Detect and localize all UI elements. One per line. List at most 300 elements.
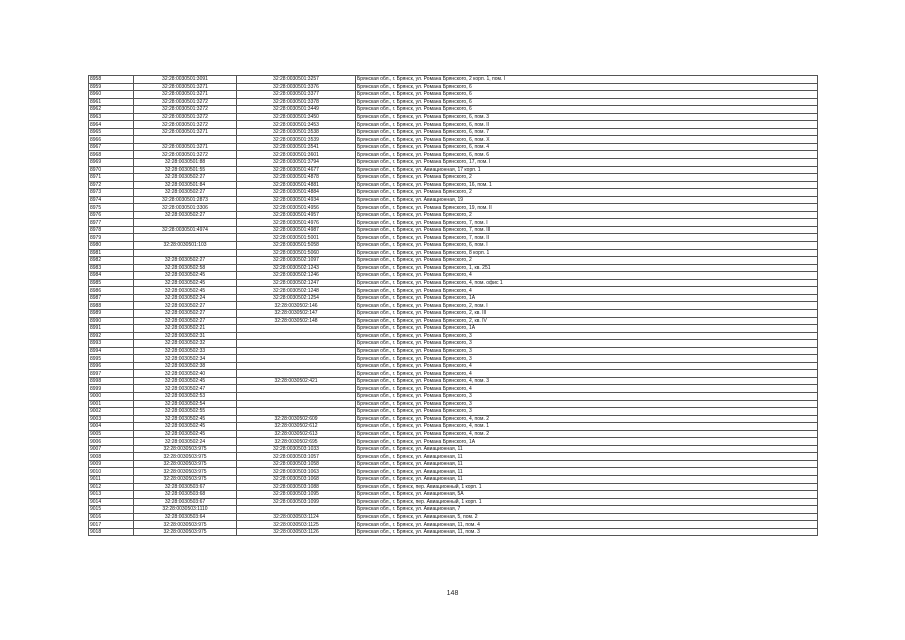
- table-row: [89, 468, 818, 476]
- table-row: [89, 76, 818, 84]
- table-row: [89, 325, 818, 333]
- object-number-cell: 32:28:0030501:4957: [237, 211, 356, 219]
- row-number-cell: 9008: [89, 453, 134, 461]
- object-number-cell: 32:28:0030501:3257: [237, 76, 356, 84]
- object-number-cell: [237, 340, 356, 348]
- address-cell: Брянская обл., г. Брянск, ул. Романа Брянского, 6: [356, 83, 818, 91]
- row-number-cell: 8965: [89, 128, 134, 136]
- object-number-cell: 32:28:0030501:3377: [237, 91, 356, 99]
- object-number-cell: 32:28:0030502:1247: [237, 279, 356, 287]
- table-row: [89, 430, 818, 438]
- object-number-cell: 32:28:0030502:421: [237, 377, 356, 385]
- parcel-number-cell: 32:28:0030502:27: [134, 317, 237, 325]
- parcel-number-cell: 32:28:0030501:3271: [134, 143, 237, 151]
- row-number-cell: 8990: [89, 317, 134, 325]
- row-number-cell: 8958: [89, 76, 134, 84]
- object-number-cell: [237, 332, 356, 340]
- object-number-cell: 32:28:0030502:612: [237, 423, 356, 431]
- address-cell: Брянская обл., г. Брянск, ул. Романа Брянского, 4: [356, 362, 818, 370]
- address-cell: Брянская обл., г. Брянск, ул. Романа Брянского, 1А: [356, 325, 818, 333]
- address-cell: Брянская обл., г. Брянск, ул. Романа Брянского, 3: [356, 392, 818, 400]
- parcel-number-cell: 32:28:0030502:33: [134, 347, 237, 355]
- parcel-number-cell: 32:28:0030501:3271: [134, 83, 237, 91]
- parcel-number-cell: 32:28:0030502:24: [134, 438, 237, 446]
- parcel-number-cell: 32:28:0030501:3271: [134, 91, 237, 99]
- address-cell: Брянская обл., г. Брянск, ул. Романа Брянского, 6: [356, 106, 818, 114]
- address-cell: Брянская обл., г. Брянск, ул. Авиационная, 11, пом. 4: [356, 521, 818, 529]
- address-cell: Брянская обл., г. Брянск, ул. Романа Брянского, 16, пом. 1: [356, 181, 818, 189]
- object-number-cell: 32:28:0030501:4934: [237, 196, 356, 204]
- object-number-cell: 32:28:0030501:3794: [237, 159, 356, 167]
- table-row: [89, 211, 818, 219]
- address-cell: Брянская обл., г. Брянск, ул. Авиационная, 11, пом. 3: [356, 528, 818, 536]
- parcel-number-cell: 32:28:0030501:55: [134, 166, 237, 174]
- table-row: [89, 189, 818, 197]
- parcel-number-cell: 32:28:0030502:54: [134, 400, 237, 408]
- table-row: [89, 415, 818, 423]
- row-number-cell: 9000: [89, 392, 134, 400]
- row-number-cell: 8995: [89, 355, 134, 363]
- object-number-cell: 32:28:0030502:147: [237, 309, 356, 317]
- address-cell: Брянская обл., г. Брянск, ул. Романа Брянского, 1, кв. 251: [356, 264, 818, 272]
- object-number-cell: 32:28:0030503:1033: [237, 445, 356, 453]
- object-number-cell: 32:28:0030501:4878: [237, 174, 356, 182]
- parcel-number-cell: 32:28:0030503:1110: [134, 506, 237, 514]
- table-row: [89, 498, 818, 506]
- address-cell: Брянская обл., г. Брянск, ул. Романа Брянского, 3: [356, 400, 818, 408]
- object-number-cell: 32:28:0030501:4881: [237, 181, 356, 189]
- address-cell: Брянская обл., г. Брянск, ул. Романа Брянского, 2, кв. III: [356, 309, 818, 317]
- address-cell: Брянская обл., г. Брянск, ул. Романа Брянского, 4: [356, 272, 818, 280]
- row-number-cell: 8989: [89, 309, 134, 317]
- table-row: [89, 445, 818, 453]
- object-number-cell: 32:28:0030501:3601: [237, 151, 356, 159]
- row-number-cell: 8992: [89, 332, 134, 340]
- address-cell: Брянская обл., г. Брянск, пер. Авиационный, 1 корп. 1: [356, 498, 818, 506]
- row-number-cell: 8974: [89, 196, 134, 204]
- row-number-cell: 8976: [89, 211, 134, 219]
- object-number-cell: 32:28:0030503:1124: [237, 513, 356, 521]
- table-row: [89, 143, 818, 151]
- object-number-cell: [237, 325, 356, 333]
- object-number-cell: 32:28:0030502:1248: [237, 287, 356, 295]
- parcel-number-cell: 32:28:0030501:3272: [134, 151, 237, 159]
- table-row: [89, 453, 818, 461]
- parcel-number-cell: 32:28:0030502:34: [134, 355, 237, 363]
- table-row: [89, 204, 818, 212]
- row-number-cell: 9016: [89, 513, 134, 521]
- row-number-cell: 8971: [89, 174, 134, 182]
- row-number-cell: 8967: [89, 143, 134, 151]
- table-row: [89, 491, 818, 499]
- row-number-cell: 9004: [89, 423, 134, 431]
- address-cell: Брянская обл., г. Брянск, ул. Авиационная, 5, пом. 2: [356, 513, 818, 521]
- address-cell: Брянская обл., г. Брянск, ул. Романа Брянского, 19, пом. II: [356, 204, 818, 212]
- table-row: [89, 340, 818, 348]
- parcel-number-cell: 32:28:0030503:975: [134, 468, 237, 476]
- object-number-cell: 32:28:0030502:1097: [237, 257, 356, 265]
- address-cell: Брянская обл., г. Брянск, ул. Романа Брянского, 4, пом. 2: [356, 415, 818, 423]
- table-row: [89, 400, 818, 408]
- address-cell: Брянская обл., г. Брянск, ул. Авиационная, 5А: [356, 491, 818, 499]
- row-number-cell: 8961: [89, 98, 134, 106]
- row-number-cell: 8998: [89, 377, 134, 385]
- parcel-number-cell: 32:28:0030503:67: [134, 483, 237, 491]
- object-number-cell: 32:28:0030503:1068: [237, 475, 356, 483]
- object-number-cell: 32:28:0030503:1057: [237, 453, 356, 461]
- row-number-cell: 8960: [89, 91, 134, 99]
- object-number-cell: [237, 347, 356, 355]
- table-row: [89, 181, 818, 189]
- table-row: [89, 506, 818, 514]
- row-number-cell: 8975: [89, 204, 134, 212]
- object-number-cell: 32:28:0030501:3541: [237, 143, 356, 151]
- object-number-cell: 32:28:0030501:4884: [237, 189, 356, 197]
- address-cell: Брянская обл., г. Брянск, ул. Романа Брянского, 6, пом. 4: [356, 143, 818, 151]
- parcel-number-cell: [134, 219, 237, 227]
- row-number-cell: 8986: [89, 287, 134, 295]
- address-cell: Брянская обл., г. Брянск, ул. Романа Брянского, 7, пом. II: [356, 234, 818, 242]
- table-row: [89, 234, 818, 242]
- object-number-cell: [237, 362, 356, 370]
- table-row: [89, 121, 818, 129]
- address-cell: Брянская обл., г. Брянск, ул. Романа Брянского, 2, кв. IV: [356, 317, 818, 325]
- address-cell: Брянская обл., г. Брянск, ул. Романа Брянского, 4, пом. офис 1: [356, 279, 818, 287]
- parcel-number-cell: [134, 234, 237, 242]
- parcel-number-cell: 32:28:0030501:3272: [134, 98, 237, 106]
- object-number-cell: 32:28:0030501:3539: [237, 136, 356, 144]
- parcel-number-cell: 32:28:0030501:3306: [134, 204, 237, 212]
- parcel-number-cell: 32:28:0030503:975: [134, 475, 237, 483]
- object-number-cell: [237, 355, 356, 363]
- row-number-cell: 8966: [89, 136, 134, 144]
- table-row: [89, 392, 818, 400]
- row-number-cell: 8981: [89, 249, 134, 257]
- row-number-cell: 9017: [89, 521, 134, 529]
- address-cell: Брянская обл., г. Брянск, ул. Авиационная, 11: [356, 453, 818, 461]
- table-row: [89, 347, 818, 355]
- address-cell: Брянская обл., г. Брянск, ул. Авиационная, 11: [356, 445, 818, 453]
- row-number-cell: 8982: [89, 257, 134, 265]
- table-row: [89, 91, 818, 99]
- address-cell: Брянская обл., г. Брянск, ул. Романа Брянского, 6, пом. 6: [356, 151, 818, 159]
- row-number-cell: 8984: [89, 272, 134, 280]
- table-row: [89, 423, 818, 431]
- row-number-cell: 9003: [89, 415, 134, 423]
- row-number-cell: 8978: [89, 226, 134, 234]
- address-cell: Брянская обл., г. Брянск, ул. Романа Брянского, 3: [356, 332, 818, 340]
- parcel-number-cell: 32:28:0030502:45: [134, 423, 237, 431]
- address-cell: Брянская обл., г. Брянск, ул. Романа Брянского, 8 корп. 1: [356, 249, 818, 257]
- address-cell: Брянская обл., г. Брянск, ул. Романа Брянского, 6, пом. 7: [356, 128, 818, 136]
- table-row: [89, 438, 818, 446]
- table-row: [89, 264, 818, 272]
- object-number-cell: 32:28:0030503:1125: [237, 521, 356, 529]
- table-row: [89, 309, 818, 317]
- parcel-number-cell: 32:28:0030502:31: [134, 332, 237, 340]
- address-cell: Брянская обл., г. Брянск, ул. Романа Брянского, 6: [356, 98, 818, 106]
- parcel-number-cell: 32:28:0030502:27: [134, 174, 237, 182]
- table-row: [89, 83, 818, 91]
- parcel-number-cell: 32:28:0030503:975: [134, 521, 237, 529]
- row-number-cell: 8996: [89, 362, 134, 370]
- address-cell: Брянская обл., г. Брянск, ул. Романа Брянского, 4, пом. 1: [356, 423, 818, 431]
- parcel-number-cell: 32:28:0030502:27: [134, 211, 237, 219]
- parcel-number-cell: 32:28:0030502:40: [134, 370, 237, 378]
- table-row: [89, 302, 818, 310]
- object-number-cell: 32:28:0030503:1063: [237, 468, 356, 476]
- row-number-cell: 9007: [89, 445, 134, 453]
- address-cell: Брянская обл., г. Брянск, ул. Романа Брянского, 4: [356, 385, 818, 393]
- row-number-cell: 8969: [89, 159, 134, 167]
- object-number-cell: 32:28:0030501:3376: [237, 83, 356, 91]
- table-row: [89, 460, 818, 468]
- address-cell: Брянская обл., г. Брянск, ул. Романа Брянского, 6, пом. II: [356, 121, 818, 129]
- object-number-cell: 32:28:0030502:609: [237, 415, 356, 423]
- parcel-number-cell: 32:28:0030502:24: [134, 294, 237, 302]
- address-cell: Брянская обл., г. Брянск, ул. Романа Брянского, 3: [356, 340, 818, 348]
- parcel-number-cell: 32:28:0030502:45: [134, 430, 237, 438]
- address-cell: Брянская обл., г. Брянск, ул. Романа Брянского, 2: [356, 189, 818, 197]
- table-row: [89, 136, 818, 144]
- table-row: [89, 196, 818, 204]
- table-row: [89, 475, 818, 483]
- table-row: [89, 287, 818, 295]
- table-row: [89, 355, 818, 363]
- object-number-cell: [237, 370, 356, 378]
- row-number-cell: 9010: [89, 468, 134, 476]
- address-cell: Брянская обл., г. Брянск, ул. Романа Брянского, 2: [356, 174, 818, 182]
- object-number-cell: 32:28:0030502:148: [237, 317, 356, 325]
- address-cell: Брянская обл., г. Брянск, пер. Авиационный, 1 корп. 1: [356, 483, 818, 491]
- object-number-cell: 32:28:0030501:4987: [237, 226, 356, 234]
- parcel-number-cell: 32:28:0030501:2873: [134, 196, 237, 204]
- table-row: [89, 362, 818, 370]
- row-number-cell: 8964: [89, 121, 134, 129]
- parcel-number-cell: 32:28:0030503:975: [134, 528, 237, 536]
- address-cell: Брянская обл., г. Брянск, ул. Романа Брянского, 4: [356, 370, 818, 378]
- parcel-number-cell: 32:28:0030502:58: [134, 264, 237, 272]
- parcel-number-cell: 32:28:0030502:21: [134, 325, 237, 333]
- object-number-cell: 32:28:0030501:3538: [237, 128, 356, 136]
- table-row: [89, 370, 818, 378]
- object-number-cell: 32:28:0030501:5058: [237, 242, 356, 250]
- row-number-cell: 8959: [89, 83, 134, 91]
- row-number-cell: 8987: [89, 294, 134, 302]
- parcel-number-cell: 32:28:0030501:3271: [134, 128, 237, 136]
- row-number-cell: 8983: [89, 264, 134, 272]
- row-number-cell: 9012: [89, 483, 134, 491]
- table-row: [89, 513, 818, 521]
- object-number-cell: 32:28:0030501:4976: [237, 219, 356, 227]
- object-number-cell: 32:28:0030501:3453: [237, 121, 356, 129]
- parcel-number-cell: 32:28:0030502:45: [134, 279, 237, 287]
- row-number-cell: 8970: [89, 166, 134, 174]
- row-number-cell: 8980: [89, 242, 134, 250]
- parcel-number-cell: [134, 136, 237, 144]
- row-number-cell: 9005: [89, 430, 134, 438]
- address-cell: Брянская обл., г. Брянск, ул. Романа Брянского, 3: [356, 355, 818, 363]
- object-number-cell: 32:28:0030501:3378: [237, 98, 356, 106]
- cadastral-table: [88, 75, 818, 536]
- object-number-cell: [237, 385, 356, 393]
- address-cell: Брянская обл., г. Брянск, ул. Авиационная, 17 корп. 1: [356, 166, 818, 174]
- parcel-number-cell: 32:28:0030502:45: [134, 272, 237, 280]
- object-number-cell: [237, 392, 356, 400]
- table-row: [89, 219, 818, 227]
- address-cell: Брянская обл., г. Брянск, ул. Авиационная, 7: [356, 506, 818, 514]
- address-cell: Брянская обл., г. Брянск, ул. Авиационная, 11: [356, 475, 818, 483]
- address-cell: Брянская обл., г. Брянск, ул. Романа Брянского, 6, пом. X: [356, 136, 818, 144]
- address-cell: Брянская обл., г. Брянск, ул. Романа Брянского, 2: [356, 257, 818, 265]
- address-cell: Брянская обл., г. Брянск, ул. Романа Брянского, 6, пом. I: [356, 242, 818, 250]
- object-number-cell: 32:28:0030502:613: [237, 430, 356, 438]
- row-number-cell: 8973: [89, 189, 134, 197]
- table-row: [89, 159, 818, 167]
- parcel-number-cell: 32:28:0030502:45: [134, 287, 237, 295]
- table-row: [89, 113, 818, 121]
- parcel-number-cell: 32:28:0030502:27: [134, 309, 237, 317]
- table-row: [89, 174, 818, 182]
- parcel-number-cell: 32:28:0030502:55: [134, 408, 237, 416]
- object-number-cell: 32:28:0030502:1243: [237, 264, 356, 272]
- parcel-number-cell: 32:28:0030501:84: [134, 181, 237, 189]
- parcel-number-cell: 32:28:0030501:4974: [134, 226, 237, 234]
- row-number-cell: 9009: [89, 460, 134, 468]
- address-cell: Брянская обл., г. Брянск, ул. Романа Брянского, 4, пом. 2: [356, 430, 818, 438]
- address-cell: Брянская обл., г. Брянск, ул. Романа Брянского, 3: [356, 408, 818, 416]
- object-number-cell: 32:28:0030501:3450: [237, 113, 356, 121]
- parcel-number-cell: 32:28:0030501:3091: [134, 76, 237, 84]
- table-row: [89, 151, 818, 159]
- row-number-cell: 9001: [89, 400, 134, 408]
- object-number-cell: 32:28:0030501:3449: [237, 106, 356, 114]
- object-number-cell: 32:28:0030503:1095: [237, 491, 356, 499]
- table-row: [89, 294, 818, 302]
- row-number-cell: 9013: [89, 491, 134, 499]
- parcel-number-cell: 32:28:0030501:3272: [134, 113, 237, 121]
- row-number-cell: 8993: [89, 340, 134, 348]
- parcel-number-cell: 32:28:0030503:975: [134, 460, 237, 468]
- row-number-cell: 9018: [89, 528, 134, 536]
- parcel-number-cell: 32:28:0030502:32: [134, 340, 237, 348]
- object-number-cell: 32:28:0030503:1058: [237, 460, 356, 468]
- parcel-number-cell: 32:28:0030503:67: [134, 498, 237, 506]
- table-row: [89, 317, 818, 325]
- parcel-number-cell: 32:28:0030503:975: [134, 445, 237, 453]
- parcel-number-cell: 32:28:0030502:27: [134, 302, 237, 310]
- table-row: [89, 408, 818, 416]
- table-row: [89, 279, 818, 287]
- parcel-number-cell: 32:28:0030502:45: [134, 415, 237, 423]
- parcel-number-cell: 32:28:0030502:45: [134, 377, 237, 385]
- page-number: 148: [446, 590, 459, 597]
- row-number-cell: 8999: [89, 385, 134, 393]
- address-cell: Брянская обл., г. Брянск, ул. Романа Брянского, 1А: [356, 294, 818, 302]
- address-cell: Брянская обл., г. Брянск, ул. Романа Брянского, 4: [356, 287, 818, 295]
- table-row: [89, 166, 818, 174]
- parcel-number-cell: 32:28:0030501:103: [134, 242, 237, 250]
- row-number-cell: 8997: [89, 370, 134, 378]
- table-row: [89, 106, 818, 114]
- object-number-cell: 32:28:0030501:5060: [237, 249, 356, 257]
- address-cell: Брянская обл., г. Брянск, ул. Романа Брянского, 7, пом. III: [356, 226, 818, 234]
- table-row: [89, 377, 818, 385]
- row-number-cell: 9002: [89, 408, 134, 416]
- table-row: [89, 128, 818, 136]
- address-cell: Брянская обл., г. Брянск, ул. Авиационная, 11: [356, 468, 818, 476]
- address-cell: Брянская обл., г. Брянск, ул. Романа Брянского, 6, пом. 3: [356, 113, 818, 121]
- table-row: [89, 521, 818, 529]
- row-number-cell: 8994: [89, 347, 134, 355]
- parcel-number-cell: 32:28:0030501:88: [134, 159, 237, 167]
- object-number-cell: 32:28:0030502:1254: [237, 294, 356, 302]
- object-number-cell: 32:28:0030501:5001: [237, 234, 356, 242]
- parcel-number-cell: 32:28:0030502:38: [134, 362, 237, 370]
- table-row: [89, 249, 818, 257]
- table-row: [89, 257, 818, 265]
- table-row: [89, 242, 818, 250]
- parcel-number-cell: [134, 249, 237, 257]
- row-number-cell: 8979: [89, 234, 134, 242]
- address-cell: Брянская обл., г. Брянск, ул. Романа Брянского, 1А: [356, 438, 818, 446]
- address-cell: Брянская обл., г. Брянск, ул. Романа Брянского, 4, пом. 3: [356, 377, 818, 385]
- parcel-number-cell: 32:28:0030503:64: [134, 513, 237, 521]
- parcel-number-cell: 32:28:0030502:53: [134, 392, 237, 400]
- row-number-cell: 8977: [89, 219, 134, 227]
- parcel-number-cell: 32:28:0030502:47: [134, 385, 237, 393]
- address-cell: Брянская обл., г. Брянск, ул. Романа Брянского, 7, пом. I: [356, 219, 818, 227]
- row-number-cell: 9014: [89, 498, 134, 506]
- table-row: [89, 483, 818, 491]
- address-cell: Брянская обл., г. Брянск, ул. Романа Брянского, 2 корп. 1, пом. I: [356, 76, 818, 84]
- row-number-cell: 8985: [89, 279, 134, 287]
- table-row: [89, 272, 818, 280]
- table-body: [89, 76, 818, 536]
- parcel-number-cell: 32:28:0030502:27: [134, 257, 237, 265]
- address-cell: Брянская обл., г. Брянск, ул. Романа Брянского, 2, пом. I: [356, 302, 818, 310]
- object-number-cell: [237, 400, 356, 408]
- row-number-cell: 8962: [89, 106, 134, 114]
- parcel-number-cell: 32:28:0030503:68: [134, 491, 237, 499]
- address-cell: Брянская обл., г. Брянск, ул. Авиационная, 11: [356, 460, 818, 468]
- object-number-cell: 32:28:0030503:1126: [237, 528, 356, 536]
- row-number-cell: 9015: [89, 506, 134, 514]
- table-row: [89, 226, 818, 234]
- row-number-cell: 8968: [89, 151, 134, 159]
- address-cell: Брянская обл., г. Брянск, ул. Романа Брянского, 3: [356, 347, 818, 355]
- address-cell: Брянская обл., г. Брянск, ул. Романа Брянского, 2: [356, 211, 818, 219]
- parcel-number-cell: 32:28:0030503:975: [134, 453, 237, 461]
- row-number-cell: 9006: [89, 438, 134, 446]
- parcel-number-cell: 32:28:0030501:3272: [134, 121, 237, 129]
- object-number-cell: 32:28:0030503:1088: [237, 483, 356, 491]
- object-number-cell: 32:28:0030502:695: [237, 438, 356, 446]
- parcel-number-cell: 32:28:0030501:3272: [134, 106, 237, 114]
- parcel-number-cell: 32:28:0030502:27: [134, 189, 237, 197]
- table-row: [89, 528, 818, 536]
- table-row: [89, 385, 818, 393]
- address-cell: Брянская обл., г. Брянск, ул. Романа Брянского, 17, пом. I: [356, 159, 818, 167]
- row-number-cell: 9011: [89, 475, 134, 483]
- table-row: [89, 98, 818, 106]
- object-number-cell: 32:28:0030502:1246: [237, 272, 356, 280]
- object-number-cell: 32:28:0030502:146: [237, 302, 356, 310]
- object-number-cell: [237, 408, 356, 416]
- object-number-cell: 32:28:0030503:1099: [237, 498, 356, 506]
- table-row: [89, 332, 818, 340]
- row-number-cell: 8988: [89, 302, 134, 310]
